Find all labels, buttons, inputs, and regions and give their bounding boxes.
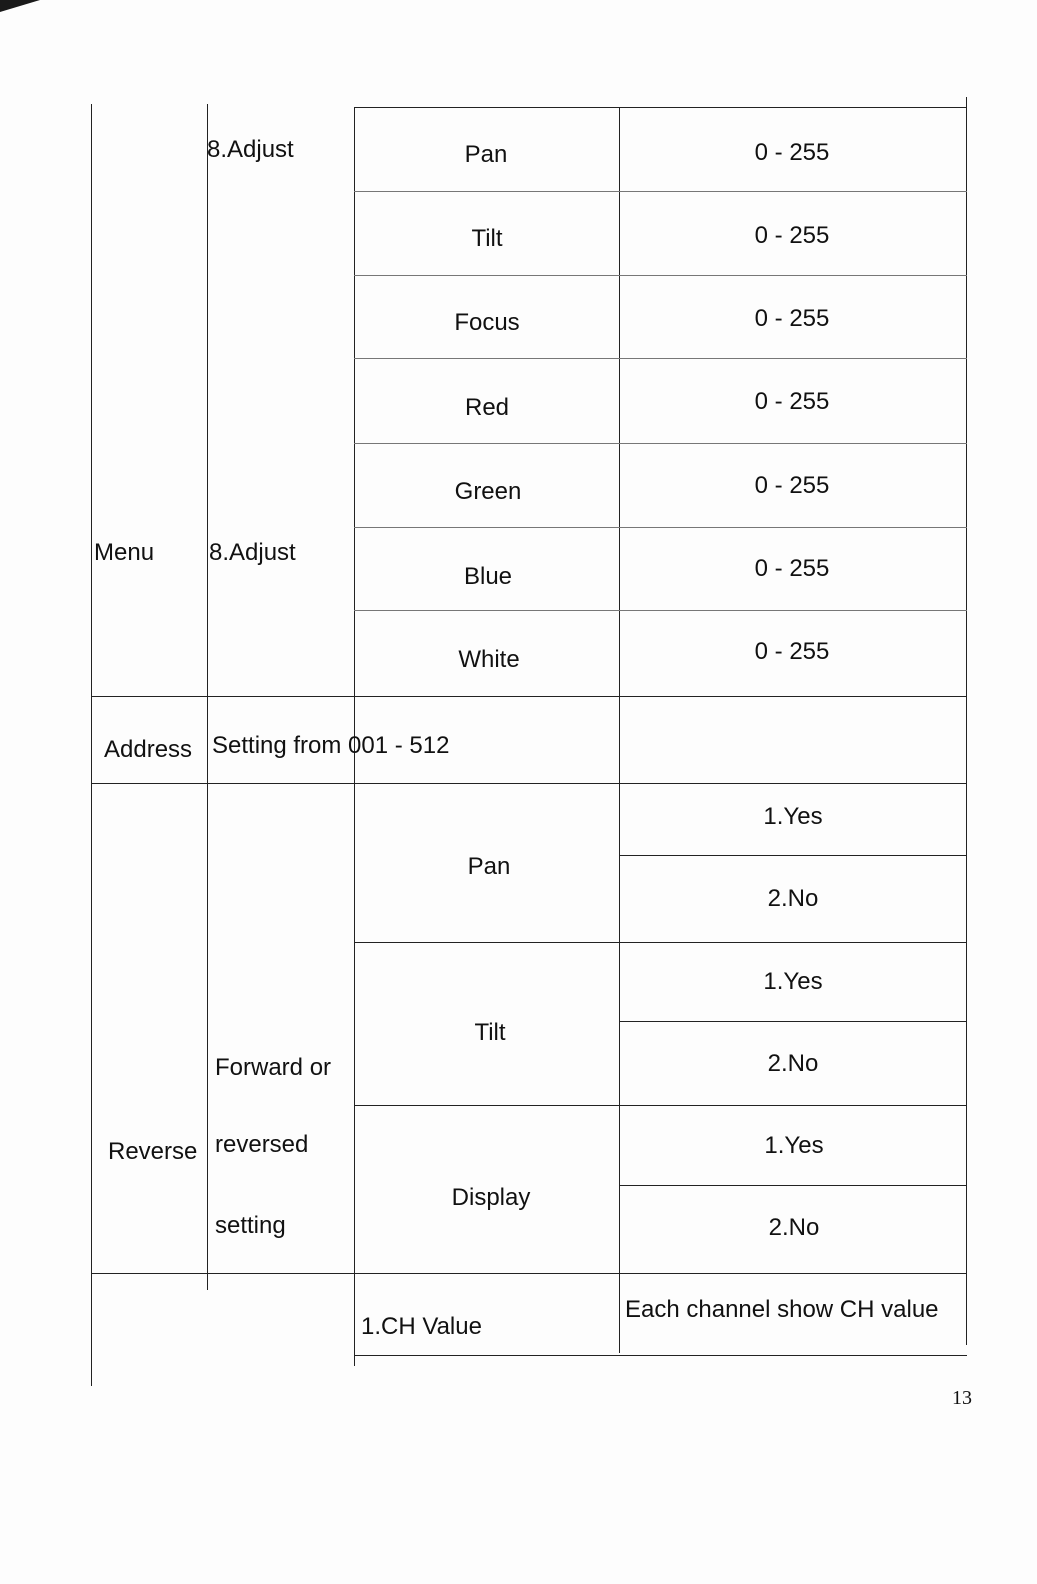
channel-range: 0 - 255	[754, 638, 830, 665]
ch-value-description: Each channel show CH value	[625, 1296, 939, 1323]
adjust-section-bottom	[91, 696, 967, 697]
channel-name: Green	[454, 478, 522, 505]
reverse-section-bottom	[91, 1273, 967, 1274]
adjust-row-top	[354, 107, 967, 108]
channel-range: 0 - 255	[754, 388, 830, 415]
adjust-row-divider	[354, 610, 967, 611]
channel-name: Focus	[454, 309, 520, 336]
address-section-bottom	[91, 783, 967, 784]
channel-range: 0 - 255	[754, 472, 830, 499]
column-divider-3	[619, 108, 620, 1353]
menu-label: Menu	[94, 539, 155, 566]
reverse-option: 2.No	[768, 1214, 820, 1241]
adjust-row-divider	[354, 358, 967, 359]
table-bottom	[354, 1355, 967, 1356]
reverse-option: 1.Yes	[763, 968, 823, 995]
reverse-group-name: Pan	[467, 853, 511, 880]
table-border-left	[91, 104, 92, 1386]
reverse-option: 1.Yes	[764, 1132, 824, 1159]
option-divider	[619, 1185, 967, 1186]
submenu-label-top: 8.Adjust	[207, 136, 294, 163]
channel-range: 0 - 255	[754, 222, 830, 249]
adjust-row-divider	[354, 527, 967, 528]
channel-name: Blue	[463, 563, 513, 590]
reverse-group-name: Display	[451, 1184, 531, 1211]
reverse-option: 2.No	[767, 1050, 819, 1077]
page-corner-shadow	[0, 0, 40, 12]
address-description: Setting from 001 - 512	[212, 732, 450, 759]
reverse-option: 2.No	[767, 885, 819, 912]
channel-range: 0 - 255	[754, 139, 830, 166]
channel-range: 0 - 255	[754, 305, 830, 332]
reverse-description-line: reversed	[215, 1131, 309, 1158]
reverse-description-line: setting	[215, 1212, 286, 1239]
channel-range: 0 - 255	[754, 555, 830, 582]
channel-name: Red	[464, 394, 510, 421]
ch-value-label: 1.CH Value	[361, 1313, 482, 1340]
channel-name: White	[458, 646, 520, 673]
reverse-group-name: Tilt	[474, 1019, 506, 1046]
table-border-right	[966, 97, 967, 1345]
option-divider	[619, 855, 967, 856]
reverse-description-line: Forward or	[215, 1054, 332, 1081]
reverse-label: Reverse	[108, 1138, 198, 1165]
channel-name: Tilt	[471, 225, 503, 252]
submenu-label: 8.Adjust	[209, 539, 296, 566]
adjust-row-divider	[354, 443, 967, 444]
channel-name: Pan	[464, 141, 508, 168]
adjust-row-divider	[354, 275, 967, 276]
reverse-group-divider	[354, 1105, 967, 1106]
adjust-row-divider	[354, 191, 967, 192]
address-label: Address	[104, 736, 193, 763]
option-divider	[619, 1021, 967, 1022]
reverse-group-divider	[354, 942, 967, 943]
page-number: 13	[952, 1387, 972, 1409]
reverse-option: 1.Yes	[763, 803, 823, 830]
